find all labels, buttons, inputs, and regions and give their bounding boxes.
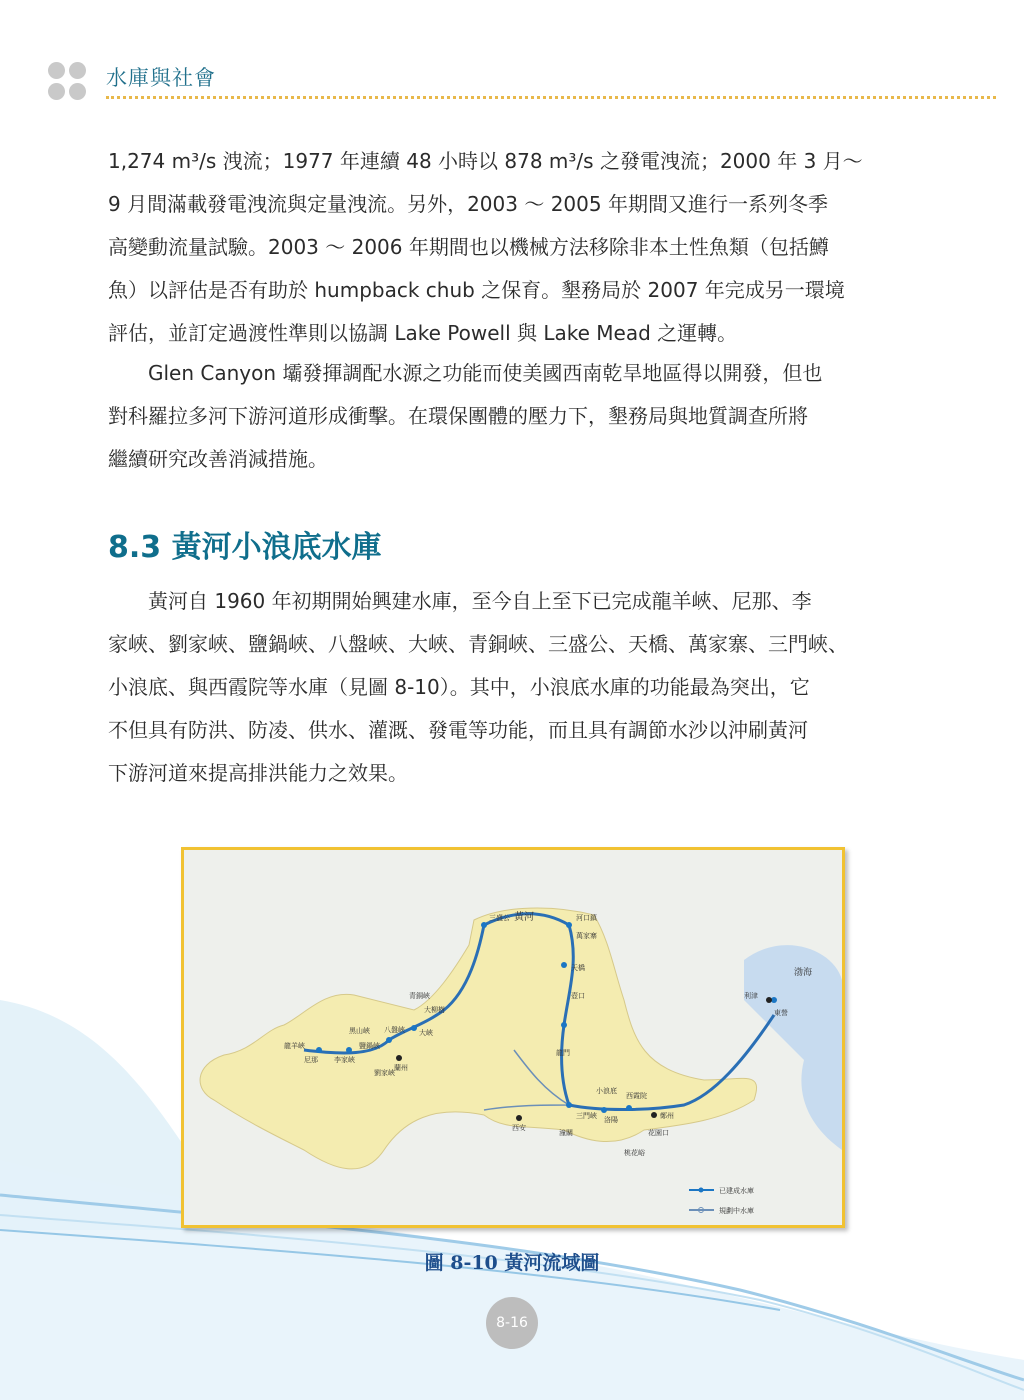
page-header xyxy=(48,58,996,106)
map-label: 劉家峽 xyxy=(374,1069,395,1077)
legend-built: 已建成水庫 xyxy=(719,1187,754,1195)
map-label: 大峽 xyxy=(419,1029,433,1037)
map-label: 花園口 xyxy=(648,1129,669,1137)
sea-label: 渤海 xyxy=(794,968,813,978)
paragraph-line: 黃河自 1960 年初期開始興建水庫，至今自上至下已完成龍羊峽、尼那、李 xyxy=(108,589,812,613)
paragraph-line: 魚）以評估是否有助於 humpback chub 之保育。墾務局於 2007 年完成另一環境 xyxy=(108,278,845,302)
page-number: 8-16 xyxy=(486,1297,538,1349)
paragraph-line: 不但具有防洪、防凌、供水、灌溉、發電等功能，而且具有調節水沙以沖刷黃河 xyxy=(108,718,808,742)
map-label: 壺口 xyxy=(571,992,585,1000)
paragraph-line: 家峽、劉家峽、鹽鍋峽、八盤峽、大峽、青銅峽、三盛公、天橋、萬家寨、三門峽、 xyxy=(108,632,848,656)
map-label: 三盛公 xyxy=(489,914,510,922)
map-label: 李家峽 xyxy=(334,1056,355,1064)
paragraph-line: 對科羅拉多河下游河道形成衝擊。在環保團體的壓力下，墾務局與地質調查所將 xyxy=(108,404,808,428)
section-title: 8.3 黃河小浪底水庫 xyxy=(108,530,382,565)
map-label: 青銅峽 xyxy=(409,992,430,1000)
map-label: 西安 xyxy=(512,1124,526,1132)
map-label: 尼那 xyxy=(304,1056,318,1064)
map-label: 龍門 xyxy=(556,1049,570,1057)
map-label: 三門峽 xyxy=(576,1112,597,1120)
paragraph-3 xyxy=(108,580,916,795)
map-label: 蘭州 xyxy=(394,1064,408,1072)
paragraph-line: 9 月間滿載發電洩流與定量洩流。另外，2003 ～ 2005 年期間又進行一系列冬季 xyxy=(108,192,828,216)
legend-planned: 規劃中水庫 xyxy=(719,1207,754,1215)
paragraph-line: 1,274 m³/s 洩流；1977 年連續 48 小時以 878 m³/s 之發電洩流；2000 年 3 月～ xyxy=(108,149,863,173)
map-label: 鹽鍋峽 xyxy=(359,1042,380,1050)
paragraph-line: 繼續研究改善消減措施。 xyxy=(108,447,328,471)
header-title: 水庫與社會 xyxy=(106,66,216,90)
paragraph-line: 評估，並訂定過渡性準則以協調 Lake Powell 與 Lake Mead 之運轉。 xyxy=(108,321,738,345)
map-label: 八盤峽 xyxy=(384,1026,405,1034)
map-label: 小浪底 xyxy=(596,1087,617,1095)
paragraph-line: 高變動流量試驗。2003 ～ 2006 年期間也以機械方法移除非本土性魚類（包括鱒 xyxy=(108,235,829,259)
paragraph-line: Glen Canyon 壩發揮調配水源之功能而使美國西南乾旱地區得以開發，但也 xyxy=(108,361,823,385)
map-label: 利津 xyxy=(744,992,758,1000)
map-label: 鄭州 xyxy=(660,1112,674,1120)
paragraph-2 xyxy=(108,352,916,481)
map-label: 西霞院 xyxy=(626,1092,647,1100)
map-label: 桃花峪 xyxy=(624,1149,645,1157)
map-label: 河口鎮 xyxy=(576,914,597,922)
yellow-river-map xyxy=(181,847,845,1228)
map-label: 洛陽 xyxy=(604,1116,618,1124)
header-rule xyxy=(106,96,996,99)
header-dots-icon xyxy=(48,62,94,102)
map-label: 天橋 xyxy=(571,964,585,972)
paragraph-line: 小浪底、與西霞院等水庫（見圖 8-10）。其中，小浪底水庫的功能最為突出，它 xyxy=(108,675,810,699)
map-label: 東營 xyxy=(774,1009,788,1017)
river-label: 黃河 xyxy=(514,912,534,923)
map-label: 萬家寨 xyxy=(576,932,597,940)
map-label: 潼關 xyxy=(559,1129,573,1137)
paragraph-1 xyxy=(108,140,916,355)
paragraph-line: 下游河道來提高排洪能力之效果。 xyxy=(108,761,408,785)
map-label: 龍羊峽 xyxy=(284,1042,305,1050)
map-label: 大柳樹 xyxy=(424,1006,445,1014)
map-graphic xyxy=(184,850,842,1225)
map-label: 黑山峽 xyxy=(349,1027,370,1035)
figure-caption: 圖 8-10 黃河流域圖 xyxy=(424,1252,600,1274)
